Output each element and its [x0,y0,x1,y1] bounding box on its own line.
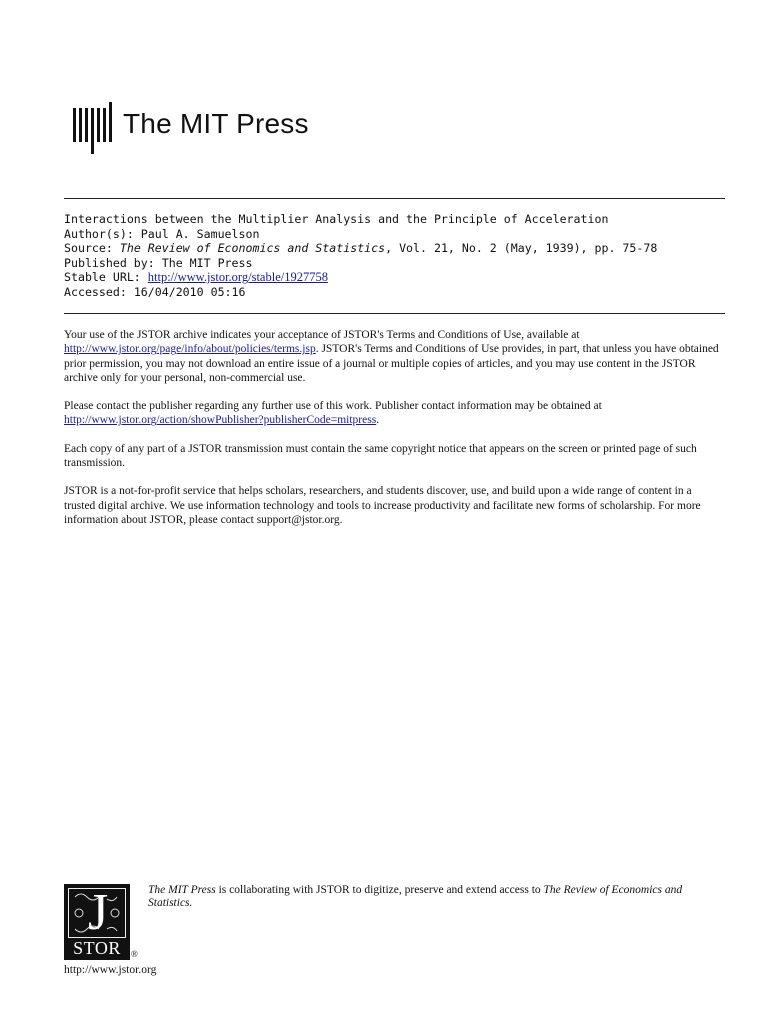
stable-url-line: Stable URL: http://www.jstor.org/stable/1927758 [64,270,328,285]
authors: Paul A. Samuelson [140,226,260,241]
collab-publisher: The MIT Press [148,884,216,896]
accessed-line: Accessed: 16/04/2010 05:16 [64,284,246,299]
terms-notice [64,328,724,541]
citation-block [64,212,725,300]
collab-journal: The Review of Economics and Statistics. [148,884,683,909]
middle-divider [64,313,725,314]
publisher-contact-link[interactable]: http://www.jstor.org/action/showPublisher?publisherCode=mitpress [64,414,377,427]
publisher-logo-text: The MIT Press [123,108,309,139]
journal-name: The Review of Economics and Statistics [119,241,386,256]
publisher-contact-paragraph: Please contact the publisher regarding any further use of this work. Publisher contact information may be obtained at http://www.jstor.org/action/showPublisher?publisherCode=mitpress. [64,400,602,427]
registered-mark: ® [131,949,138,959]
published-line: Published by: The MIT Press [64,255,253,270]
jstor-logo-word: STOR [73,938,121,958]
mit-press-logo [73,102,309,148]
collaboration-notice: The MIT Press is collaborating with JSTOR to digitize, preserve and extend access to The Review of Economics and Statistics. [148,884,683,909]
top-divider [64,198,725,199]
jstor-home-link[interactable]: http://www.jstor.org [64,964,157,976]
copyright-paragraph: Each copy of any part of a JSTOR transmission must contain the same copyright notice that appears on the screen or printed page of such transmission. [64,442,697,470]
jstor-emblem-icon [68,888,126,938]
authors-line: Author(s): Paul A. Samuelson [64,226,260,241]
jstor-logo [64,884,130,960]
mit-press-bars-icon [73,102,112,148]
stable-url-link[interactable]: http://www.jstor.org/stable/1927758 [147,270,328,285]
article-title: Interactions between the Multiplier Analysis and the Principle of Acceleration [64,212,609,226]
jstor-logo-letter: J [88,888,109,938]
source-line: Source: The Review of Economics and Statistics, Vol. 21, No. 2 (May, 1939), pp. 75-78 [64,241,658,256]
terms-paragraph: Your use of the JSTOR archive indicates your acceptance of JSTOR's Terms and Conditions of Use, available at http://www.jstor.org/page/info/about/policies/terms.jsp. JSTOR's Terms and Conditions of Use provides, in part, that unless you have obtained prior permission, you may not download an entire issue of a journal or multiple copies of articles, and you may use content in the JSTOR archive only for your personal, non-commercial use. [64,329,719,384]
about-jstor-paragraph: JSTOR is a not-for-profit service that helps scholars, researchers, and students discover, use, and build upon a wide range of content in a trusted digital archive. We use information technology and tools to increase productivity and facilitate new forms of scholarship. For more information about JSTOR, please contact support@jstor.org. [64,485,701,526]
terms-link[interactable]: http://www.jstor.org/page/info/about/policies/terms.jsp [64,343,316,356]
